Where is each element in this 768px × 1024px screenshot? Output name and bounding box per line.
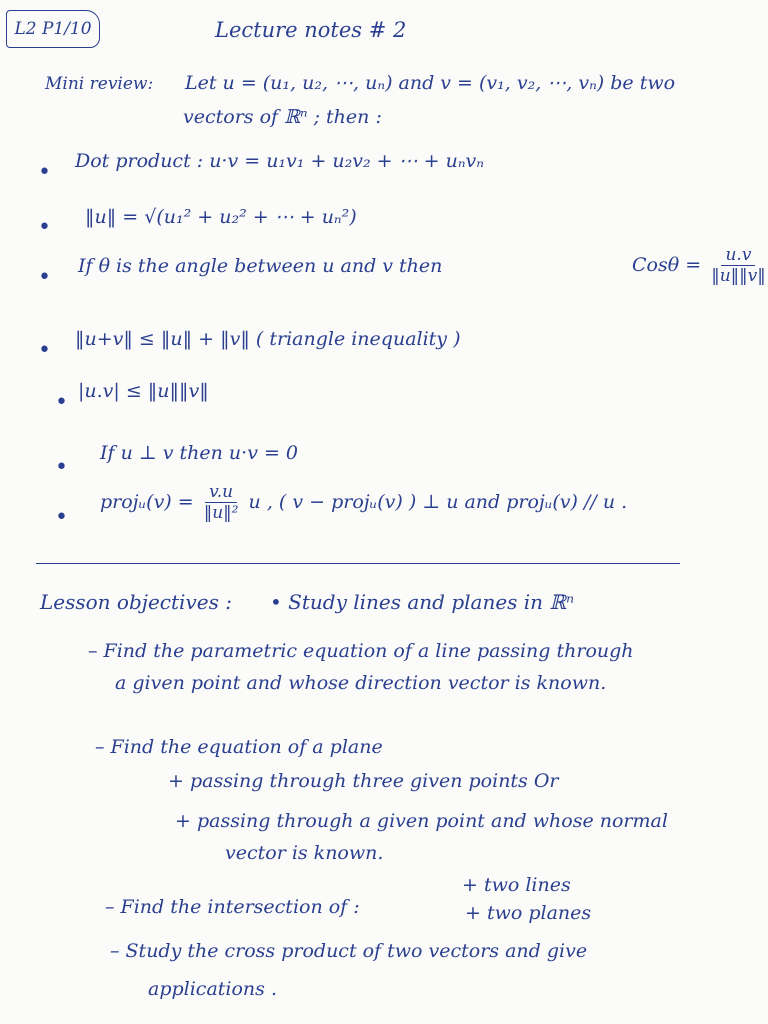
bullet-dot: •	[38, 265, 51, 290]
objective-line: – Find the equation of a plane	[95, 736, 383, 758]
projection-left: projᵤ(v) =	[100, 490, 194, 513]
bullet-dot: •	[55, 390, 68, 415]
page-tag: L2 P1/10	[6, 10, 100, 48]
triangle-inequality-line: ‖u+v‖ ≤ ‖u‖ + ‖v‖ ( triangle inequality )	[75, 328, 461, 350]
angle-cos-formula	[632, 245, 768, 287]
projection-numerator: v.u	[205, 482, 237, 503]
section-divider	[36, 563, 680, 564]
bullet-dot: •	[55, 505, 68, 530]
bullet-dot: •	[38, 338, 51, 363]
objective-line: a given point and whose direction vector is known.	[115, 672, 607, 694]
cos-denominator: ‖u‖‖v‖	[711, 266, 766, 287]
orthogonal-line: If u ⊥ v then u·v = 0	[100, 442, 299, 464]
objective-subline: + passing through three given points Or	[168, 770, 559, 792]
mini-review-line-2: vectors of ℝⁿ ; then :	[183, 106, 382, 128]
cos-fraction	[707, 245, 768, 287]
objective-subline: + passing through a given point and whose normal	[175, 810, 668, 832]
cos-label: Cosθ =	[632, 253, 702, 276]
bullet-dot: •	[38, 160, 51, 185]
objective-line: – Find the intersection of :	[105, 896, 360, 918]
projection-right: u , ( v − projᵤ(v) ) ⊥ u and projᵤ(v) // u .	[248, 490, 628, 513]
projection-denominator: ‖u‖²	[203, 503, 239, 524]
page-title: Lecture notes # 2	[215, 18, 407, 42]
objective-line: applications .	[148, 978, 277, 1000]
objective-line: – Find the parametric equation of a line passing through	[88, 640, 634, 662]
bullet-dot: •	[38, 215, 51, 240]
projection-line	[100, 482, 627, 524]
angle-line: If θ is the angle between u and v then	[78, 255, 443, 277]
mini-review-line-1: Let u = (u₁, u₂, ⋯, uₙ) and v = (v₁, v₂, ⋯, vₙ) be two	[185, 72, 676, 94]
cos-numerator: u.v	[721, 245, 755, 266]
lesson-objectives-label: Lesson objectives :	[40, 590, 232, 614]
norm-line: ‖u‖ = √(u₁² + u₂² + ⋯ + uₙ²)	[85, 206, 357, 228]
dot-product-line: Dot product : u·v = u₁v₁ + u₂v₂ + ⋯ + uₙvₙ	[75, 150, 484, 172]
objectives-main-line: • Study lines and planes in ℝⁿ	[270, 590, 575, 614]
objective-subline: + two lines	[462, 874, 571, 896]
mini-review-label: Mini review:	[45, 74, 154, 94]
cauchy-schwarz-line: |u.v| ≤ ‖u‖‖v‖	[78, 380, 209, 402]
projection-fraction	[200, 482, 243, 524]
objective-subline: + two planes	[465, 902, 592, 924]
objective-subline: vector is known.	[225, 842, 384, 864]
bullet-dot: •	[55, 455, 68, 480]
objective-line: – Study the cross product of two vectors and give	[110, 940, 588, 962]
